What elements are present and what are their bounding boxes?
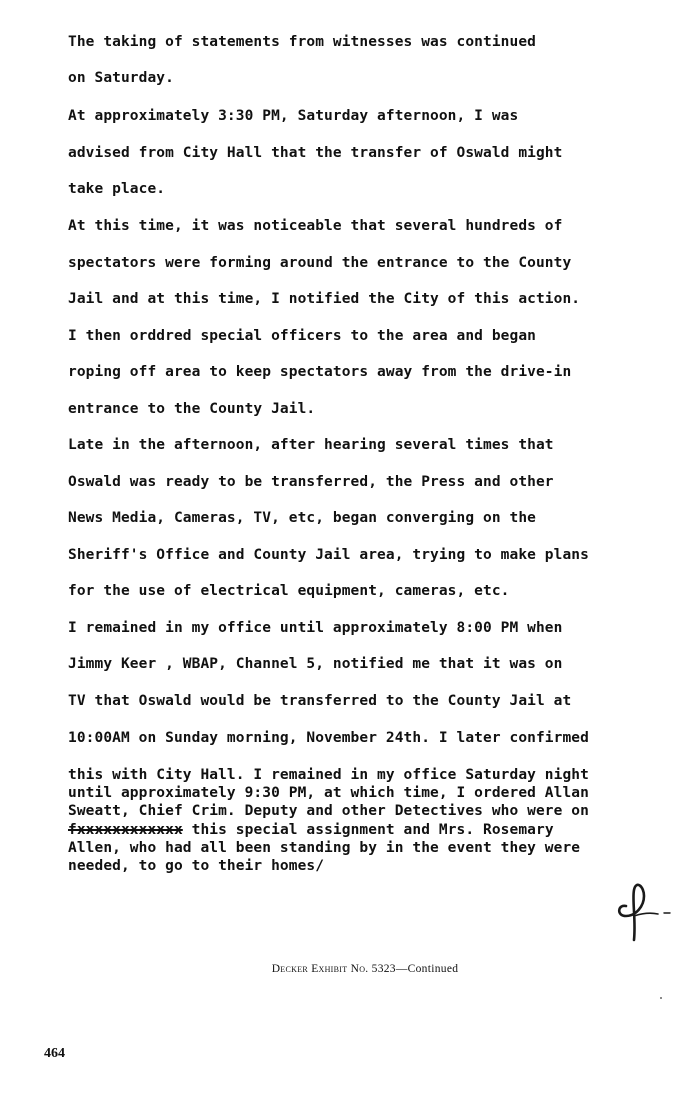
text-line-10: roping off area to keep spectators away from the drive-in	[68, 364, 572, 380]
text-line-26: needed, to go to their homes/	[68, 858, 325, 874]
text-line-14: News Media, Cameras, TV, etc, began converging on the	[68, 510, 536, 526]
text-line-8: Jail and at this time, I notified the City of this action.	[68, 291, 581, 307]
text-line-21: this with City Hall. I remained in my office Saturday night	[68, 767, 589, 783]
text-line-25: Allen, who had all been standing by in the event they were	[68, 840, 581, 856]
text-line-3: At approximately 3:30 PM, Saturday afternoon, I was	[68, 108, 519, 124]
text-line-20: 10:00AM on Sunday morning, November 24th. I later confirmed	[68, 730, 589, 746]
text-line-7: spectators were forming around the entrance to the County	[68, 255, 572, 271]
text-line-4: advised from City Hall that the transfer of Oswald might	[68, 145, 563, 161]
page-number: 464	[44, 1046, 65, 1061]
text-line-18: Jimmy Keer , WBAP, Channel 5, notified me that it was on	[68, 656, 563, 672]
exhibit-label: Decker Exhibit No.	[271, 963, 369, 975]
handwritten-initials-mark	[614, 876, 674, 946]
text-line-17: I remained in my office until approximately 8:00 PM when	[68, 620, 563, 636]
exhibit-suffix: —Continued	[395, 963, 459, 975]
scan-speck	[660, 997, 662, 999]
text-line-11: entrance to the County Jail.	[68, 401, 316, 417]
text-line-23: Sweatt, Chief Crim. Deputy and other Detectives who were on	[68, 803, 589, 819]
text-line-6: At this time, it was noticeable that several hundreds of	[68, 218, 563, 234]
exhibit-number: 5323	[371, 963, 396, 975]
text-line-19: TV that Oswald would be transferred to the County Jail at	[68, 693, 572, 709]
text-line-22: until approximately 9:30 PM, at which time, I ordered Allan	[68, 785, 589, 801]
text-line-24-rest: this special assignment and Mrs. Rosemary	[191, 822, 554, 838]
text-line-15: Sheriff's Office and County Jail area, trying to make plans	[68, 547, 589, 563]
text-line-12: Late in the afternoon, after hearing several times that	[68, 437, 554, 453]
text-line-2: on Saturday.	[68, 70, 174, 86]
text-line-13: Oswald was ready to be transferred, the Press and other	[68, 474, 554, 490]
text-line-9: I then orddred special officers to the area and began	[68, 328, 536, 344]
text-line-16: for the use of electrical equipment, cameras, etc.	[68, 583, 510, 599]
exhibit-caption	[0, 963, 691, 975]
text-line-24	[68, 822, 554, 838]
text-line-5: take place.	[68, 181, 166, 197]
struck-out-text: fxxxxxxxxxxxx	[68, 822, 183, 838]
text-line-1: The taking of statements from witnesses was continued	[68, 34, 536, 50]
